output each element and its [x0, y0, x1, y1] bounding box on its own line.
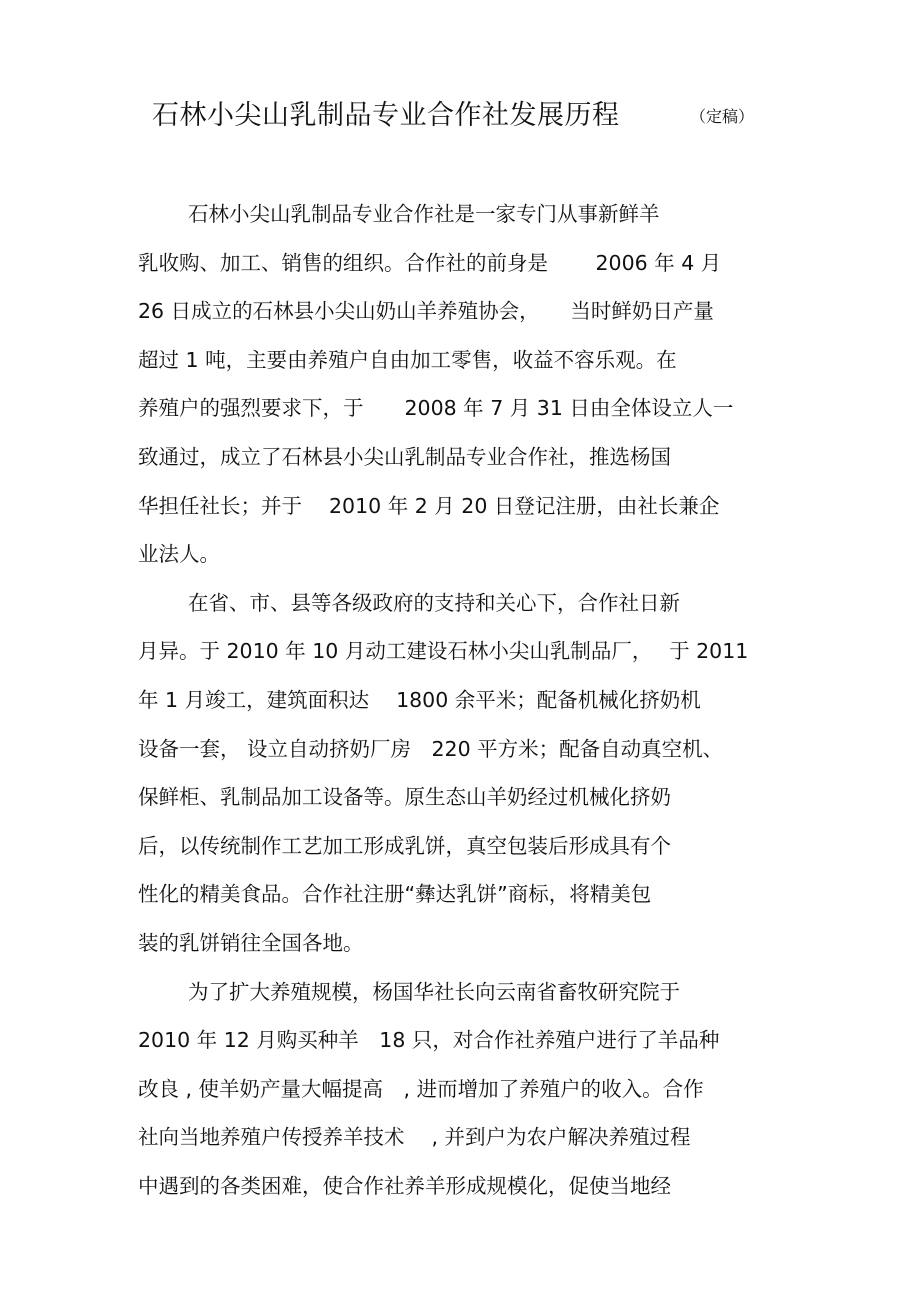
text-line: 年 1 月竣工，建筑面积达 1800 余平米；配备机械化挤奶机: [138, 687, 701, 712]
text-line: 2010 年 12 月购买种羊 18 只，对合作社养殖户进行了羊品种: [138, 1028, 720, 1053]
text-line: 业法人。: [138, 542, 220, 567]
text-line: 社向当地养殖户传授养羊技术 , 并到户为农户解决养殖过程: [138, 1125, 691, 1150]
text-line: 在省、市、县等各级政府的支持和关心下，合作社日新: [188, 590, 680, 615]
text-line: 后，以传统制作工艺加工形成乳饼，真空包装后形成具有个: [138, 833, 671, 858]
paragraph-history: [138, 190, 798, 579]
paragraph-factory: [138, 579, 798, 968]
draft-status-label: （定稿）: [690, 107, 755, 126]
text-line: 26 日成立的石林县小尖山奶山羊养殖协会， 当时鲜奶日产量: [138, 299, 714, 324]
text-line: 中遇到的各类困难，使合作社养羊形成规模化，促使当地经: [138, 1173, 671, 1198]
text-line: 设备一套， 设立自动挤奶厂房 220 平方米；配备自动真空机、: [138, 736, 724, 761]
text-line: 石林小尖山乳制品专业合作社是一家专门从事新鲜羊: [188, 202, 660, 226]
text-line: 乳收购、加工、销售的组织。合作社的前身是 2006 年 4 月: [138, 250, 722, 275]
document-body: [138, 190, 798, 1210]
title-row: [152, 96, 792, 140]
text-line: 为了扩大养殖规模，杨国华社长向云南省畜牧研究院于: [188, 979, 680, 1004]
text-line: 改良 , 使羊奶产量大幅提高 , 进而增加了养殖户的收入。合作: [138, 1076, 704, 1101]
page-title: 石林小尖山乳制品专业合作社发展历程: [152, 100, 620, 131]
text-line: 保鲜柜、乳制品加工设备等。原生态山羊奶经过机械化挤奶: [138, 785, 671, 810]
text-line: 养殖户的强烈要求下，于 2008 年 7 月 31 日由全体设立人一: [138, 396, 734, 421]
text-line: 超过 1 吨，主要由养殖户自由加工零售，收益不容乐观。在: [138, 347, 677, 372]
text-line: 月异。于 2010 年 10 月动工建设石林小尖山乳制品厂， 于 2011: [138, 639, 749, 664]
text-line: 华担任社长；并于 2010 年 2 月 20 日登记注册，由社长兼企: [138, 493, 720, 518]
text-line: 致通过，成立了石林县小尖山乳制品专业合作社，推选杨国: [138, 444, 671, 469]
text-line: 装的乳饼销往全国各地。: [138, 930, 364, 955]
paragraph-breeding: [138, 968, 798, 1211]
text-line: 性化的精美食品。合作社注册“彝达乳饼”商标，将精美包: [138, 882, 652, 907]
